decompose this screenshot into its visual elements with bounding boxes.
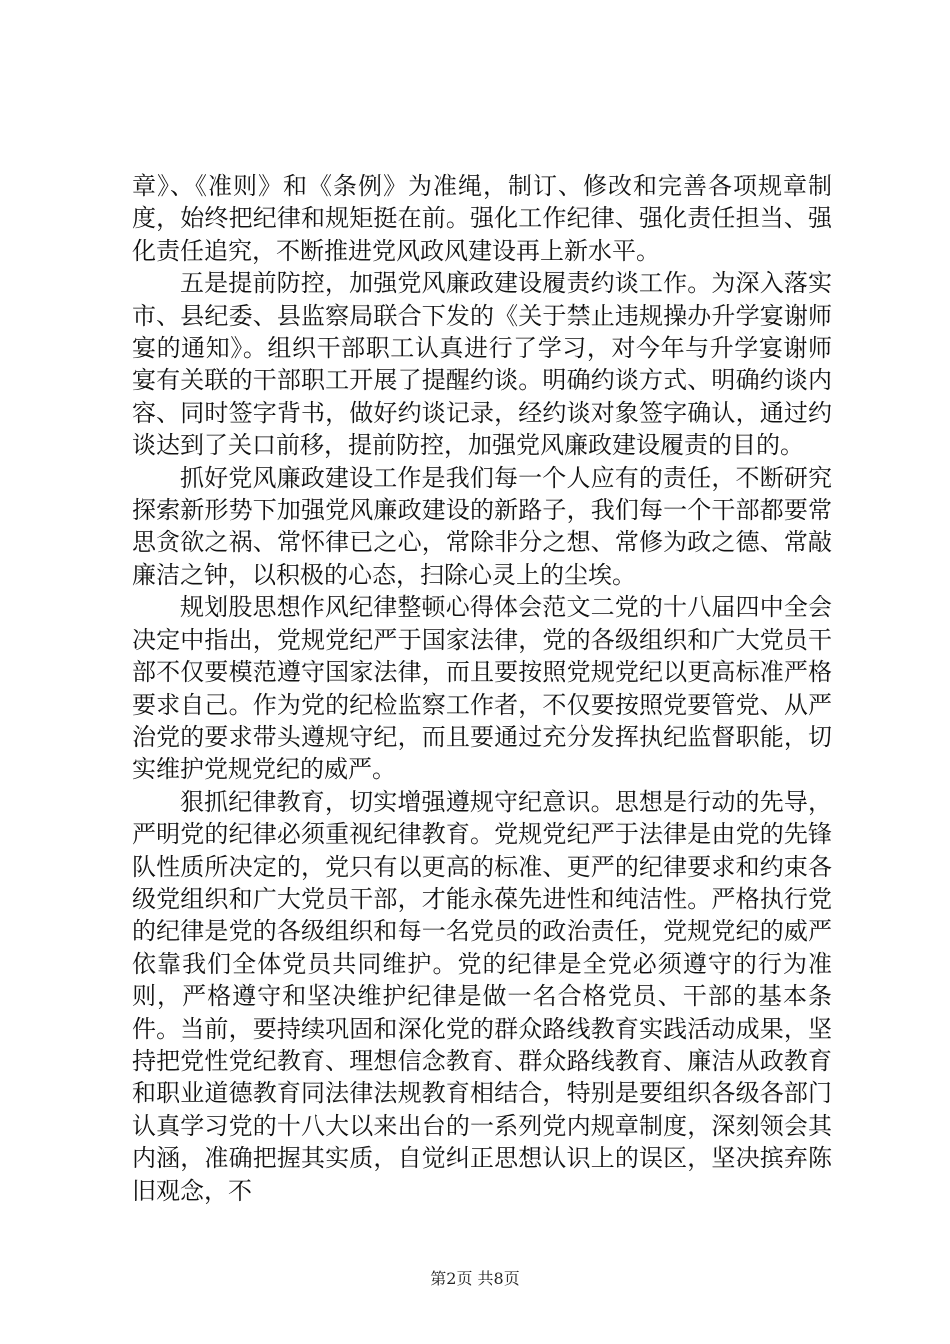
paragraph-5: 狠抓纪律教育，切实增强遵规守纪意识。思想是行动的先导，严明党的纪律必须重视纪律教育。党规党纪严于法律是由党的先锋队性质所决定的，党只有以更高的标准、更严的纪律要求和约束各级党组织和广大党员干部，才能永葆先进性和纯洁性。严格执行党的纪律是党的各级组织和每一名党员的政治责任，党规党纪的威严依靠我们全体党员共同维护。党的纪律是全党必须遵守的行为准则，严格遵守和坚决维护纪律是做一名合格党员、干部的基本条件。当前，要持续巩固和深化党的群众路线教育实践活动成果，坚持把党性党纪教育、理想信念教育、群众路线教育、廉洁从政教育和职业道德教育同法律法规教育相结合，特别是要组织各级各部门认真学习党的十八大以来出台的一系列党内规章制度，深刻领会其内涵，准确把握其实质，自觉纠正思想认识上的误区，坚决摈弃陈旧观念，不 xyxy=(132,787,832,1205)
paragraph-2: 五是提前防控，加强党风廉政建设履责约谈工作。为深入落实市、县纪委、县监察局联合下发的《关于禁止违规操办升学宴谢师宴的通知》。组织干部职工认真进行了学习，对今年与升学宴谢师宴有关联的干部职工开展了提醒约谈。明确约谈方式、明确约谈内容、同时签字背书，做好约谈记录，经约谈对象签字确认，通过约谈达到了关口前移，提前防控，加强党风廉政建设履责的目的。 xyxy=(132,269,832,460)
paragraph-3: 抓好党风廉政建设工作是我们每一个人应有的责任，不断研究探索新形势下加强党风廉政建设的新路子，我们每一个干部都要常思贪欲之祸、常怀律已之心，常除非分之想、常修为政之德、常敲廉洁之钟，以积极的心态，扫除心灵上的尘埃。 xyxy=(132,463,832,589)
document-body xyxy=(132,170,832,1207)
page-footer: 第2页 共8页 xyxy=(430,1269,520,1288)
paragraph-1: 章》、《准则》和《条例》为准绳，制订、修改和完善各项规章制度，始终把纪律和规矩挺在前。强化工作纪律、强化责任担当、强化责任追究，不断推进党风政风建设再上新水平。 xyxy=(132,172,832,265)
paragraph-4: 规划股思想作风纪律整顿心得体会范文二党的十八届四中全会决定中指出，党规党纪严于国家法律，党的各级组织和广大党员干部不仅要模范遵守国家法律，而且要按照党规党纪以更高标准严格要求自己。作为党的纪检监察工作者，不仅要按照党要管党、从严治党的要求带头遵规守纪，而且要通过充分发挥执纪监督职能，切实维护党规党纪的威严。 xyxy=(132,593,832,784)
